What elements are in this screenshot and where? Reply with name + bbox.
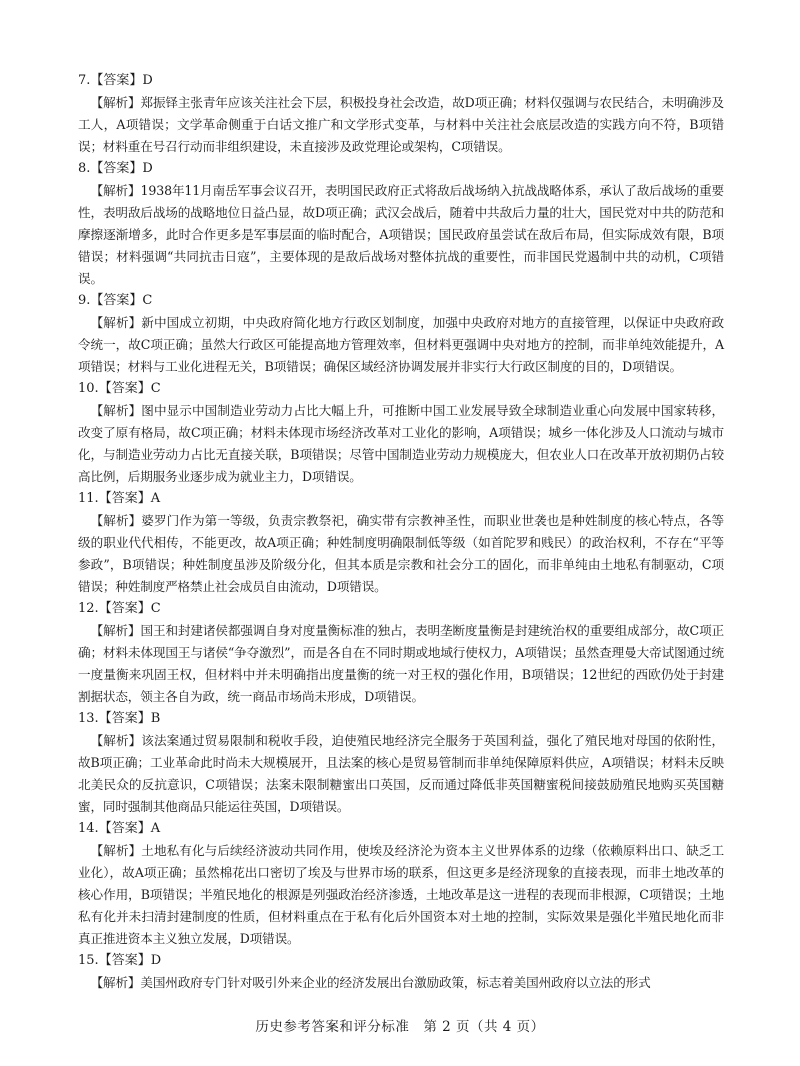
question-7 [78, 70, 724, 158]
analysis-text: 【解析】郑振铎主张青年应该关注社会下层，积极投身社会改造，故D项正确；材料仅强调与农民结合，未明确涉及工人，A项错误；文学革命侧重于白话文推广和文学形式变革，与材料中关注社会底层改造的实践方向不符，B项错误；材料重在号召行动而非组织建设，未直接涉及政党理论或架构，C项错误。 [78, 95, 724, 154]
question-13 [78, 708, 724, 818]
question-number: 7. [78, 73, 91, 88]
answer-text: 【答案】D [90, 161, 153, 176]
question-12 [78, 598, 724, 708]
page-footer: 历史参考答案和评分标准 第 2 页（共 4 页） [255, 1019, 545, 1035]
answer-text: 【答案】D [98, 953, 162, 968]
answer-line [78, 158, 724, 180]
answer-text: 【答案】A [98, 491, 161, 506]
answer-line [78, 488, 724, 510]
question-number: 10. [78, 381, 99, 396]
answer-line [78, 290, 724, 312]
answer-line [78, 818, 724, 840]
question-15 [78, 950, 724, 994]
analysis-text: 【解析】新中国成立初期，中央政府简化地方行政区划制度，加强中央政府对地方的直接管理，以保证中央政府政令统一，故C项正确；虽然大行政区可能提高地方管理效率，但材料更强调中央对地方的控制，而非单纯效能提升，A项错误；材料与工业化进程无关，B项错误；确保区域经济协调发展并非实行大行政区制度的目的，D项错误。 [78, 315, 724, 374]
answer-text: 【答案】A [98, 821, 161, 836]
question-14 [78, 818, 724, 950]
answer-line [78, 708, 724, 730]
question-10 [78, 378, 724, 488]
question-number: 13. [78, 711, 99, 726]
analysis-text: 【解析】国王和封建诸侯都强调自身对度量衡标准的独占，表明垄断度量衡是封建统治权的重要组成部分，故C项正确；材料未体现国王与诸侯“争夺激烈”，而是各自在不同时期或地域行使权力，A项错误；虽然查理曼大帝试图通过统一度量衡来巩固王权，但材料中并未明确指出度量衡的统一对王权的强化作用，B项错误；12世纪的西欧仍处于封建割据状态，领主各自为政，统一商品市场尚未形成，D项错误。 [78, 623, 724, 704]
analysis-text: 【解析】图中显示中国制造业劳动力占比大幅上升，可推断中国工业发展导致全球制造业重心向发展中国家转移，改变了原有格局，故C项正确；材料未体现市场经济改革对工业化的影响，A项错误；城乡一体化涉及人口流动与城市化，与制造业劳动力占比无直接关联，B项错误；尽管中国制造业劳动力规模庞大，但农业人口在改革开放初期仍占较高比例，后期服务业逐步成为就业主力，D项错误。 [78, 403, 724, 484]
answer-text: 【答案】D [90, 73, 153, 88]
answer-text: 【答案】C [90, 293, 153, 308]
analysis-text: 【解析】1938年11月南岳军事会议召开，表明国民政府正式将敌后战场纳入抗战战略体系，承认了敌后战场的重要性，表明敌后战场的战略地位日益凸显，故D项正确；武汉会战后，随着中共敌后力量的壮大，国民党对中共的防范和摩擦逐渐增多，此时合作更多是军事层面的临时配合，A项错误；国民政府虽尝试在敌后布局，但实际成效有限，B项错误；材料强调“共同抗击日寇”，主要体现的是敌后战场对整体抗战的重要性，而非国民党遏制中共的动机，C项错误。 [78, 183, 724, 286]
question-number: 12. [78, 601, 99, 616]
analysis-text: 【解析】美国州政府专门针对吸引外来企业的经济发展出台激励政策，标志着美国州政府以立法的形式 [90, 975, 651, 990]
question-number: 8. [78, 161, 91, 176]
question-9 [78, 290, 724, 378]
question-number: 15. [78, 953, 99, 968]
answer-line [78, 70, 724, 92]
answer-line [78, 950, 724, 972]
analysis-text: 【解析】婆罗门作为第一等级，负责宗教祭祀，确实带有宗教神圣性，而职业世袭也是种姓制度的核心特点，各等级的职业代代相传，不能更改，故A项正确；种姓制度明确限制低等级（如首陀罗和贱民）的政治权利，不存在“平等参政”，B项错误；种姓制度虽涉及阶级分化，但其本质是宗教和社会分工的固化，而非单纯由土地私有制驱动，C项错误；种姓制度严格禁止社会成员自由流动，D项错误。 [78, 513, 724, 594]
answer-text: 【答案】B [98, 711, 161, 726]
analysis-text: 【解析】土地私有化与后续经济波动共同作用，使埃及经济沦为资本主义世界体系的边缘（依赖原料出口、缺乏工业化），故A项正确；虽然棉花出口密切了埃及与世界市场的联系，但这更多是经济现象的直接表现，而非土地改革的核心作用，B项错误；半殖民地化的根源是列强政治经济渗透，土地改革是这一进程的表现而非根源，C项错误；土地私有化并未扫清封建制度的性质，但材料重点在于私有化后外国资本对土地的控制，实际效果是强化半殖民地化而非真正推进资本主义独立发展，D项错误。 [78, 843, 724, 946]
answer-line [78, 598, 724, 620]
answer-page [78, 70, 724, 994]
question-11 [78, 488, 724, 598]
question-number: 14. [78, 821, 99, 836]
answer-line [78, 378, 724, 400]
answer-text: 【答案】C [98, 601, 161, 616]
question-number: 11. [78, 491, 99, 506]
answer-text: 【答案】C [98, 381, 161, 396]
analysis-text: 【解析】该法案通过贸易限制和税收手段，迫使殖民地经济完全服务于英国利益，强化了殖民地对母国的依附性，故B项正确；工业革命此时尚未大规模展开，且法案的核心是贸易管制而非单纯保障原料供应，A项错误；材料未反映北美民众的反抗意识，C项错误；法案未限制糖蜜出口英国，反而通过降低非英国糖蜜税间接鼓励殖民地购买英国糖蜜，同时强制其他商品只能运往英国，D项错误。 [78, 733, 724, 814]
question-8 [78, 158, 724, 290]
question-number: 9. [78, 293, 91, 308]
